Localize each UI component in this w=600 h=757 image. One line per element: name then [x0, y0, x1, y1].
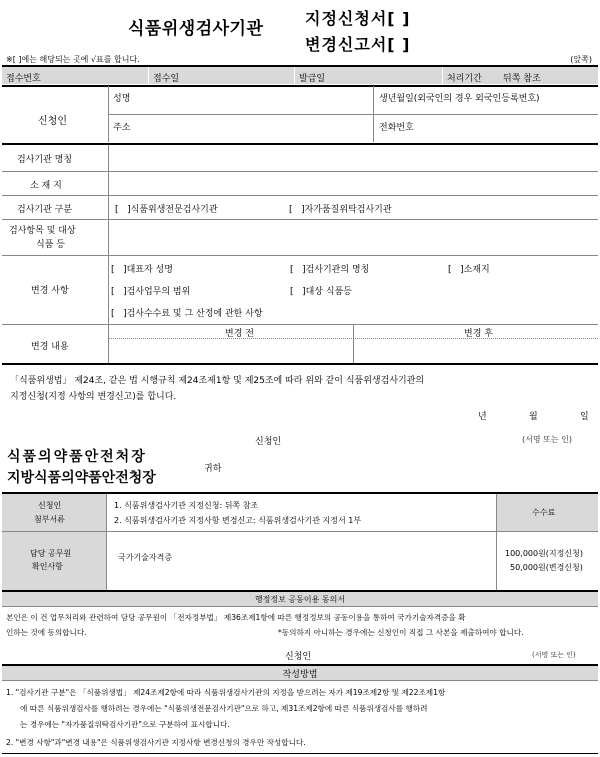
officer-label-2: 확인사항 [32, 562, 63, 571]
applicant-address-label: 주소 [113, 123, 131, 133]
processing-period-value: 뒤쪽 참조 [503, 74, 541, 84]
change-option-location[interactable]: [ ]소재지 [448, 265, 490, 275]
after-change-header: 변경 후 [464, 329, 493, 339]
guide-line-4: 2. "변경 사항"과"변경 내용"은 식품위생검사기관 지정사항 변경신청의 경우만 작성합니다. [6, 738, 306, 747]
fee-change: 50,000원(변경신청) [510, 563, 583, 572]
org-type-label: 검사기관 구분 [17, 205, 73, 215]
consent-line-2b: *동의하지 아니하는 경우에는 신청인이 직접 그 사본을 제출하여야 합니다. [278, 628, 524, 637]
front-page-label: (앞쪽) [570, 55, 592, 64]
form-title: 식품위생검사기관 [128, 19, 264, 39]
applicant-phone-label: 전화번호 [379, 123, 414, 133]
checkbox-note: ※[ ]에는 해당되는 곳에 √표를 합니다. [6, 55, 140, 64]
change-option-scope[interactable]: [ ]검사업무의 범위 [111, 287, 191, 297]
honorific-label: 귀하 [204, 464, 222, 474]
applicant-birth-label: 생년월일(외국인의 경우 외국인등록번호) [379, 94, 540, 104]
guide-title: 작성방법 [282, 670, 318, 680]
issue-date-label: 발급일 [299, 74, 326, 84]
org-type-option-self-quality[interactable]: [ ]자가품질위탁검사기관 [289, 205, 392, 215]
attachment-label-2: 첨부서류 [34, 515, 65, 524]
date-month-label: 월 [529, 412, 538, 422]
statement-applicant-label: 신청인 [255, 437, 282, 447]
org-name-label: 검사기관 명칭 [17, 155, 73, 165]
date-year-label: 년 [478, 412, 487, 422]
receipt-number-label: 접수번호 [6, 74, 41, 84]
officer-check-item: 국가기술자격증 [118, 553, 173, 562]
org-type-option-food-hygiene[interactable]: [ ]식품위생전문검사기관 [115, 205, 218, 215]
receipt-date-label: 접수일 [153, 74, 180, 84]
applicant-name-label: 성명 [113, 94, 131, 104]
statement-sign-label: (서명 또는 인) [522, 435, 572, 444]
change-option-org-name[interactable]: [ ]검사기관의 명칭 [290, 265, 370, 275]
fee-label: 수수료 [532, 508, 556, 517]
guide-line-1: 1. "검사기관 구분"은 「식품위생법」 제24조제2항에 따라 식품위생검사기관의 지정을 받으려는 자가 제19조제2항 및 제22조제1항 [6, 688, 446, 697]
change-items-label: 변경 사항 [31, 286, 69, 296]
consent-line-1: 본인은 이 건 업무처리와 관련하여 담당 공무원이 「전자정부법」 제36조제1항에 따른 행정정보의 공동이용을 통하여 국가기술자격증을 확 [6, 613, 466, 622]
consent-sign-label: (서명 또는 인) [532, 651, 576, 659]
date-day-label: 일 [580, 412, 589, 422]
consent-line-2: 인하는 것에 동의합니다. [6, 628, 87, 637]
test-items-label-2: 식품 등 [36, 240, 65, 250]
title-option-change: 변경신고서[ ] [305, 35, 411, 54]
test-items-label: 검사항목 및 대상 [9, 226, 76, 236]
change-option-fee[interactable]: [ ]검사수수료 및 그 산정에 관한 사항 [111, 309, 263, 319]
guide-line-3: 는 경우에는 "자가품질위탁검사기관"으로 구분하여 표시합니다. [20, 720, 230, 729]
statement-line-2: 지정신청(지정 사항의 변경신고)를 합니다. [10, 392, 177, 402]
attachment-item-1: 1. 식품위생검사기관 지정신청: 뒤쪽 참조 [114, 501, 259, 510]
applicant-section-label: 신청인 [38, 116, 67, 127]
fee-designation: 100,000원(지정신청) [505, 549, 583, 558]
change-content-label: 변경 내용 [31, 342, 69, 352]
recipient-ministry: 식품의약품안전처장 [7, 449, 147, 465]
before-change-header: 변경 전 [225, 329, 254, 339]
processing-period-label: 처리기간 [447, 74, 482, 84]
location-label: 소 재 지 [30, 181, 62, 191]
change-option-representative[interactable]: [ ]대표자 성명 [111, 265, 173, 275]
statement-line-1: 「식품위생법」 제24조, 같은 법 시행규칙 제24조제1항 및 제25조에 따라 위와 같이 식품위생검사기관의 [10, 376, 425, 386]
attachment-label-1: 신청인 [38, 501, 62, 510]
change-option-target-food[interactable]: [ ]대상 식품등 [290, 287, 352, 297]
recipient-regional: 지방식품의약품안전청장 [7, 470, 156, 486]
attachment-item-2: 2. 식품위생검사기관 지정사항 변경신고: 식품위생검사기관 지정서 1부 [114, 516, 362, 525]
officer-label-1: 담당 공무원 [30, 549, 72, 558]
guide-line-2: 에 따른 식품위생검사를 행하려는 경우에는 "식품위생전문검사기관"으로 하고, 제31조제2항에 따른 식품위생검사를 행하려 [20, 704, 428, 713]
consent-title: 행정정보 공동이용 동의서 [254, 595, 346, 604]
title-option-designation: 지정신청서[ ] [305, 9, 411, 28]
consent-applicant-label: 신청인 [285, 652, 312, 662]
